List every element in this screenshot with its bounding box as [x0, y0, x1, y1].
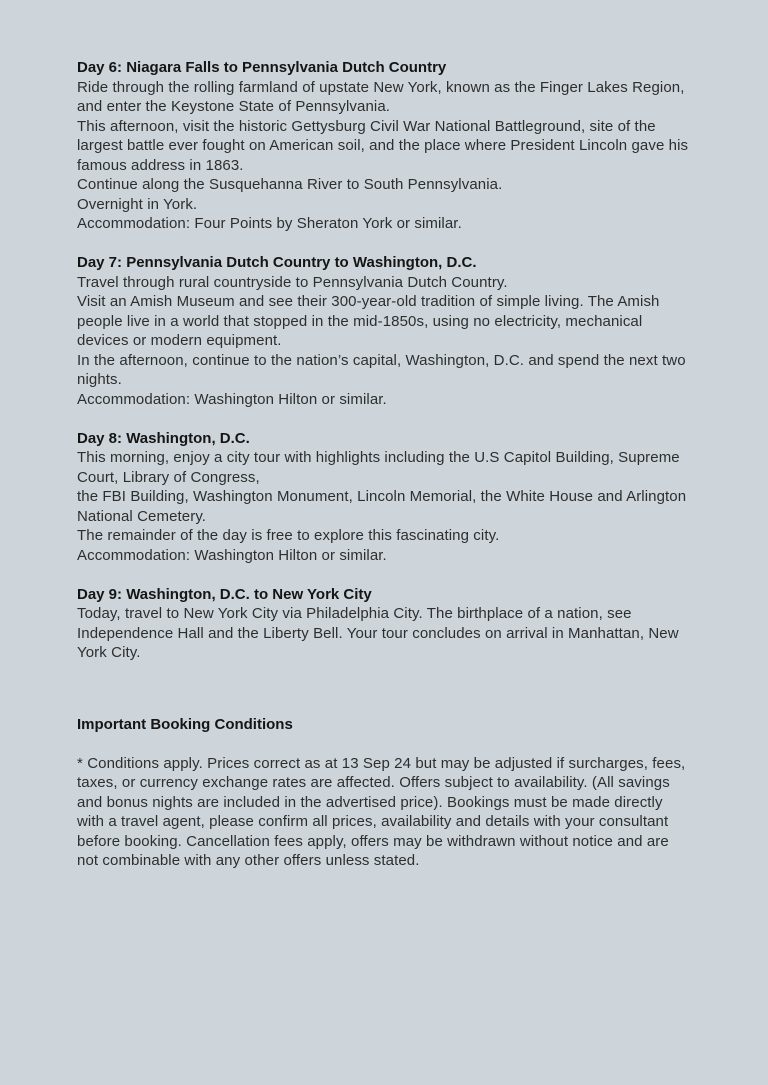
paragraph: the FBI Building, Washington Monument, Lincoln Memorial, the White House and Arlington National Cemetery.: [77, 488, 687, 525]
paragraph: In the afternoon, continue to the nation’s capital, Washington, D.C. and spend the next two nights.: [77, 351, 686, 388]
accommodation-line: Accommodation: Washington Hilton or similar.: [77, 390, 387, 408]
paragraph: This morning, enjoy a city tour with highlights including the U.S Capitol Building, Supreme Court, Library of Congress,: [77, 449, 680, 486]
day-7-heading: Day 7: Pennsylvania Dutch Country to Washington, D.C.: [77, 254, 477, 271]
paragraph: Today, travel to New York City via Philadelphia City. The birthplace of a nation, see Independence Hall and the Liberty Bell. Your tour concludes on arrival in Manhattan, New York City.: [77, 605, 679, 661]
booking-conditions-section: [77, 715, 693, 871]
paragraph: Ride through the rolling farmland of upstate New York, known as the Finger Lakes Region, and enter the Keystone State of Pennsylvania.: [77, 78, 685, 115]
accommodation-line: Accommodation: Four Points by Sheraton York or similar.: [77, 215, 462, 232]
paragraph: Travel through rural countryside to Pennsylvania Dutch Country.: [77, 273, 508, 291]
booking-conditions-body: * Conditions apply. Prices correct as at 13 Sep 24 but may be adjusted if surcharges, fees, taxes, or currency exchange rates are affected. Offers subject to availability. (All savings and bonus nights are included in the advertised price). Bookings must be made directly with a travel agent, please confirm all prices, availability and details with your consultant before booking. Cancellation fees apply, offers may be withdrawn without notice and are not combinable with any other offers unless stated.: [77, 754, 686, 869]
paragraph: Visit an Amish Museum and see their 300-year-old tradition of simple living. The Amish people live in a world that stopped in the mid-1850s, using no electricity, mechanical devices or modern equipment.: [77, 293, 660, 349]
paragraph: Overnight in York.: [77, 195, 198, 213]
day-7-section: [77, 253, 693, 409]
day-6-heading: Day 6: Niagara Falls to Pennsylvania Dutch Country: [77, 59, 447, 76]
paragraph: This afternoon, visit the historic Gettysburg Civil War National Battleground, site of the largest battle ever fought on American soil, and the place where President Lincoln gave his famous address in 1863.: [77, 117, 689, 174]
day-6-section: [77, 58, 693, 234]
day-8-section: [77, 429, 693, 566]
day-9-section: [77, 585, 693, 663]
day-8-heading: Day 8: Washington, D.C.: [77, 429, 250, 447]
accommodation-line: Accommodation: Washington Hilton or similar.: [77, 546, 387, 564]
day-9-heading: Day 9: Washington, D.C. to New York City: [77, 585, 372, 603]
paragraph: Continue along the Susquehanna River to South Pennsylvania.: [77, 176, 503, 193]
itinerary-content: [77, 58, 693, 871]
booking-conditions-heading: Important Booking Conditions: [77, 715, 293, 733]
paragraph: The remainder of the day is free to explore this fascinating city.: [77, 527, 500, 544]
